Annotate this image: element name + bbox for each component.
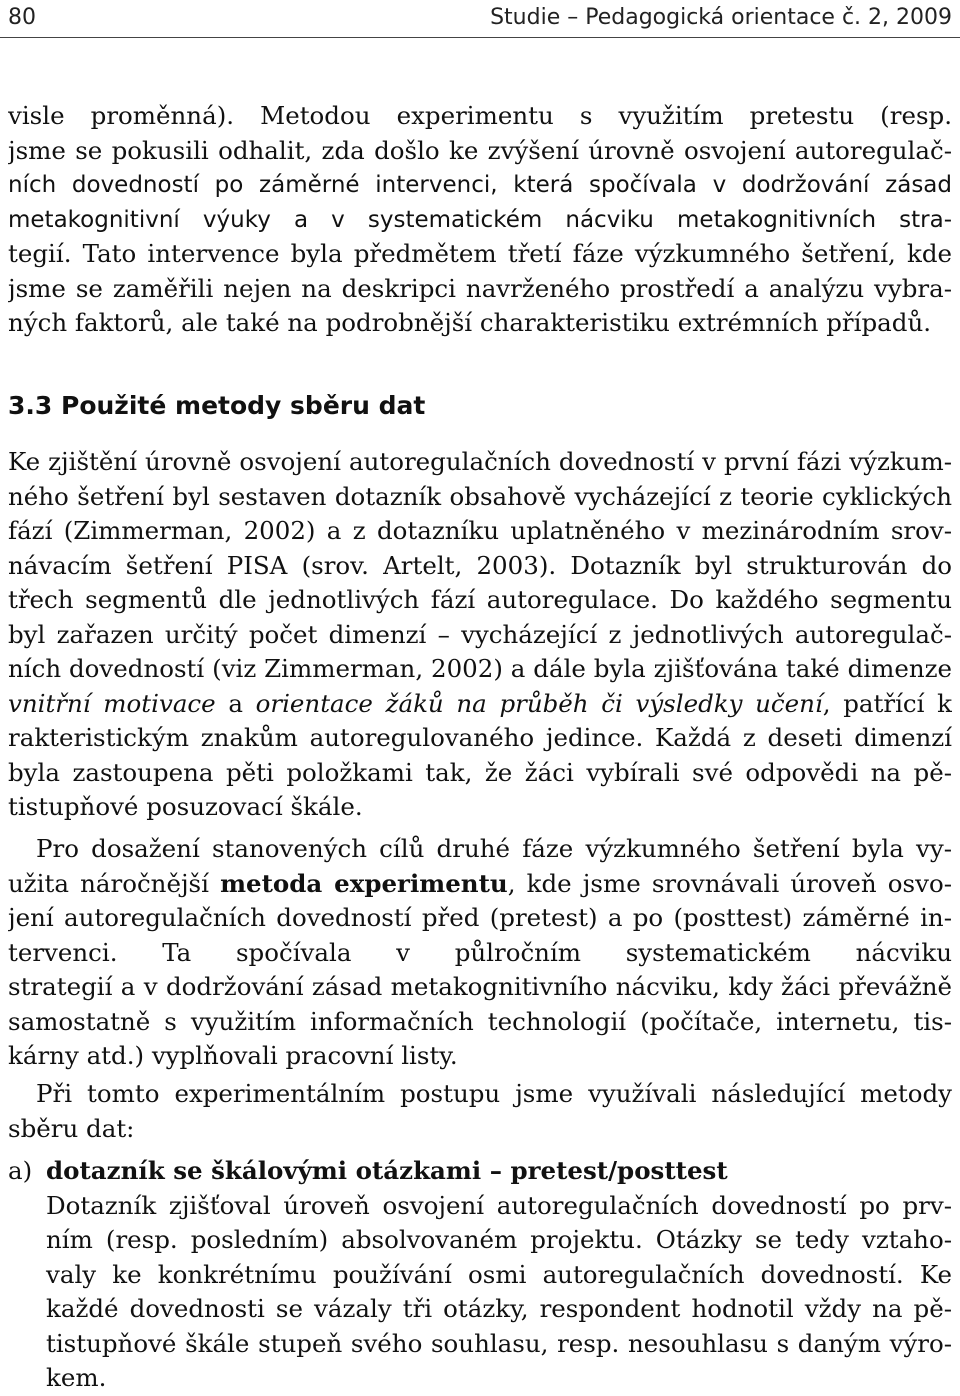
text-line: Pro dosažení stanovených cílů druhé fáze výzkumného šetření byla vy- <box>36 834 952 863</box>
text-line: strategií a v dodržování zásad metakognitivního nácviku, kdy žáci převážně <box>8 972 952 1001</box>
text-line: Dotazník zjišťoval úroveň osvojení autoregulačních dovedností po prv- <box>46 1190 952 1220</box>
text-line: ních dovedností po záměrné intervenci, která spočívala v dodržování zásad <box>8 172 952 198</box>
paragraph-3 <box>8 832 952 1074</box>
text-line: kárny atd.) vyplňovali pracovní listy. <box>8 1041 458 1070</box>
text-line: Při tomto experimentálním postupu jsme využívali následující metody <box>36 1079 952 1108</box>
text-line: návacím šetření PISA (srov. Artelt, 2003). Dotazník byl strukturován do <box>8 550 952 580</box>
text-line: byl zařazen určitý počet dimenzí – vycházející z jednotlivých autoregulač- <box>8 619 952 649</box>
text-line: byla zastoupena pěti položkami tak, že žáci vybírali své odpovědi na pě- <box>8 757 952 787</box>
text-line: jení autoregulačních dovedností před (pretest) a po (posttest) záměrné in- <box>8 903 952 932</box>
text-fragment: užita náročnější <box>8 868 221 898</box>
text-line: ného šetření byl sestaven dotazník obsahově vycházející z teorie cyklických <box>8 481 952 511</box>
text-line: visle proměnná). Metodou experimentu s využitím pretestu (resp. <box>8 101 952 130</box>
paragraph-2 <box>8 445 952 825</box>
page-number: 80 <box>8 4 36 30</box>
journal-title: Studie – Pedagogická orientace č. 2, 2009 <box>490 4 952 30</box>
text-line: fází (Zimmerman, 2002) a z dotazníku uplatněného v mezinárodním srov- <box>8 516 952 545</box>
list-item-a <box>8 1154 952 1396</box>
text-line: tistupňové posuzovací škále. <box>8 792 363 821</box>
list-item-label: a) <box>8 1156 33 1185</box>
text-line: třech segmentů dle jednotlivých fází autoregulace. Do každého segmentu <box>8 585 952 614</box>
running-header <box>8 0 952 34</box>
bold-term: metoda experimentu <box>220 868 508 898</box>
italic-term: vnitřní motivace <box>8 688 216 718</box>
text-fragment: , kde jsme srovnávali úroveň osvo- <box>507 868 952 898</box>
paragraph-1 <box>8 99 952 341</box>
text-line: každé dovednosti se vázaly tři otázky, respondent hodnotil vždy na pě- <box>46 1294 952 1323</box>
text-line: tervenci. Ta spočívala v půlročním systematickém nácviku <box>8 937 952 967</box>
text-line: metakognitivní výuky a v systematickém nácviku metakognitivních stra- <box>8 206 952 233</box>
section-heading: 3.3 Použité metody sběru dat <box>8 391 426 420</box>
text-line: tegií. Tato intervence byla předmětem třetí fáze výzkumného šetření, kde <box>8 239 952 268</box>
text-fragment: a <box>215 688 256 718</box>
text-line: ních dovedností (viz Zimmerman, 2002) a dále byla zjišťována také dimenze <box>8 654 952 683</box>
text-line: Ke zjištění úrovně osvojení autoregulačních dovedností v první fázi výzkum- <box>8 447 952 476</box>
text-line: ných faktorů, ale také na podrobnější charakteristiku extrémních případů. <box>8 308 932 337</box>
text-line: tistupňové škále stupeň svého souhlasu, resp. nesouhlasu s daným výro- <box>46 1328 952 1358</box>
text-fragment: , patřící k <box>822 688 952 718</box>
text-line: jsme se pokusili odhalit, zda došlo ke zvýšení úrovně osvojení autoregulač- <box>8 135 952 165</box>
text-line: sběru dat: <box>8 1113 135 1143</box>
text-line: ním (resp. posledním) absolvovaném projektu. Otázky se tedy vztaho- <box>46 1225 952 1254</box>
text-line: rakteristickým znakům autoregulovaného jedince. Každá z deseti dimenzí <box>8 723 952 752</box>
text-line: samostatně s využitím informačních technologií (počítače, internetu, tis- <box>8 1006 952 1036</box>
text-line-mixed <box>8 687 952 722</box>
italic-term: orientace žáků na průběh či výsledky učení <box>255 688 823 718</box>
header-rule <box>0 37 960 38</box>
text-line: kem. <box>46 1363 107 1392</box>
text-line: valy ke konkrétnímu používání osmi autoregulačních dovedností. Ke <box>46 1259 952 1289</box>
list-item-title: dotazník se škálovými otázkami – pretest/posttest <box>46 1156 728 1185</box>
text-line-mixed <box>8 867 952 902</box>
text-line: jsme se zaměřili nejen na deskripci navrženého prostředí a analýzu vybra- <box>8 273 952 303</box>
paragraph-4 <box>8 1077 952 1146</box>
